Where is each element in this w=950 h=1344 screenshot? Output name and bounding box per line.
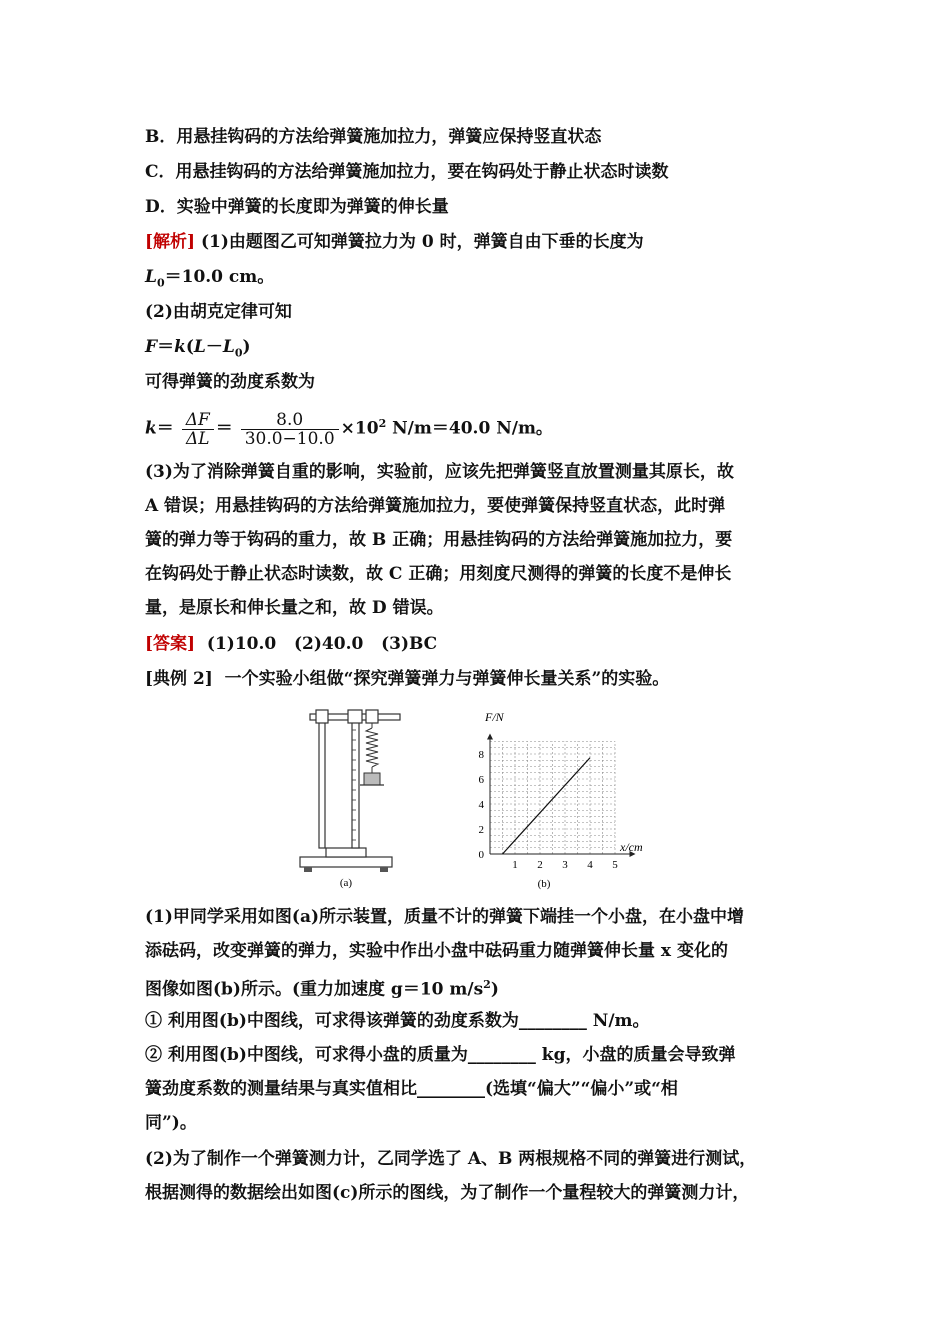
var-k-2: k [145,418,157,439]
caption-a: (a) [339,877,353,889]
chart-grid [490,742,615,855]
question-line-3-end: ) [490,979,499,1000]
sub-zero-2: 0 [234,346,243,360]
analysis-line-5: 可得弹簧的劲度系数为 [145,372,315,392]
paren-open: ( [185,337,194,357]
y-tick-label: 6 [478,774,484,786]
analysis-line-10: 在钩码处于静止状态时读数，故 C 正确；用刻度尺测得的弹簧的长度不是伸长 [145,564,732,584]
analysis-line-9: 簧的弹力等于钩码的重力，故 B 正确；用悬挂钩码的方法给弹簧施加拉力，要 [145,530,733,550]
squared: 2 [483,978,491,991]
analysis-line-2 [145,266,274,294]
var-k: k [174,337,186,357]
y-tick-label: 0 [478,849,484,861]
y-tick-label: 4 [478,799,484,811]
frac-den-value: 30.0−10.0 [244,428,335,449]
question-line-1: (1)甲同学采用如图(a)所示装置，质量不计的弹簧下端挂一个小盘，在小盘中增 [145,907,745,927]
analysis-line-7: (3)为了消除弹簧自重的影响，实验前，应该先把弹簧竖直放置测量其原长，故 [145,462,734,482]
answer-line [145,633,437,655]
chart-axes [487,734,636,858]
y-axis-arrow [487,734,493,740]
question-blank-2: ② 利用图(b)中图线，可求得小盘的质量为________ kg，小盘的质量会导致弹 [145,1045,736,1065]
chart-series [503,758,591,854]
x-axis-label: x/cm [620,840,643,854]
x-tick-label: 2 [537,859,543,871]
frac-num-value: 8.0 [241,411,339,430]
question-line-3-main: 图像如图(b)所示。(重力加速度 g＝10 m/s [145,979,484,1000]
figure-b-chart [460,706,660,896]
answer-tag: [答案] [145,634,196,654]
analysis-line-8: A 错误；用悬挂钩码的方法给弹簧施加拉力，要使弹簧保持竖直状态，此时弹 [145,496,726,516]
var-l-2: L [193,337,206,357]
question-line-6: 簧劲度系数的测量结果与真实值相比________(选填“偏大”“偏小”或“相 [145,1079,678,1099]
stiffness-formula [145,404,553,449]
var-l-3: L [222,337,235,357]
analysis-line-3: (2)由胡克定律可知 [145,302,292,322]
var-f: F [145,337,158,357]
question-line-3 [145,974,499,1001]
question-line-2: 添砝码，改变弹簧的弹力，实验中作出小盘中砝码重力随弹簧伸长量 x 变化的 [145,941,728,961]
example-tag: [典例 2] [145,669,213,689]
example-text: 一个实验小组做“探究弹簧弹力与弹簧伸长量关系”的实验。 [212,669,670,689]
eq-sign-3: ＝ [215,418,233,439]
sub-zero: 0 [156,276,165,290]
option-c: C．用悬挂钩码的方法给弹簧施加拉力，要在钩码处于静止状态时读数 [145,162,669,182]
frac-den-delta-l: ΔL [185,428,210,449]
answer-text: (1)10.0 (2)40.0 (3)BC [195,634,438,654]
question-line-9: 根据测得的数据绘出如图(c)所示的图线，为了制作一个量程较大的弹簧测力计， [145,1183,750,1203]
minus-sign: － [205,337,223,357]
analysis-text-1: (1)由题图乙可知弹簧拉力为 0 时，弹簧自由下垂的长度为 [201,232,644,252]
exponent: 2 [378,417,387,430]
eq-sign-2: ＝ [156,418,174,439]
x-tick-label: 4 [587,859,593,871]
y-tick-label: 2 [478,824,484,836]
stiffness-result: N/m＝40.0 N/m。 [386,418,553,439]
analysis-tag: [解析] [145,232,196,252]
x-tick-label: 3 [562,859,568,871]
series-line [503,758,591,854]
paren-close: ) [242,337,251,357]
fraction-delta [182,411,214,448]
analysis-line-11: 量，是原长和伸长量之和，故 D 错误。 [145,598,444,618]
frac-num-delta-f: ΔF [182,411,214,430]
caption-b: (b) [537,878,551,890]
analysis-text-2: ＝10.0 cm。 [164,267,275,287]
times-ten: ×10 [340,418,379,439]
analysis-line-1 [145,231,644,253]
example-2-line [145,668,669,690]
x-tick-label: 1 [512,859,518,871]
var-l: L [145,267,157,287]
eq-sign: ＝ [157,337,175,357]
x-tick-label: 5 [612,859,618,871]
y-tick-label: 8 [478,749,484,761]
option-d: D．实验中弹簧的长度即为弹簧的伸长量 [145,197,449,217]
question-line-7: 同”)。 [145,1113,197,1133]
figure-a-apparatus [296,700,406,900]
question-line-8: (2)为了制作一个弹簧测力计，乙同学选了 A、B 两根规格不同的弹簧进行测试， [145,1149,757,1169]
fraction-values [241,411,339,448]
y-axis-label: F/N [485,710,504,724]
hooke-law-formula [145,336,251,364]
question-blank-1: ① 利用图(b)中图线，可求得该弹簧的劲度系数为________ N/m。 [145,1011,650,1031]
option-b: B．用悬挂钩码的方法给弹簧施加拉力，弹簧应保持竖直状态 [145,127,602,147]
